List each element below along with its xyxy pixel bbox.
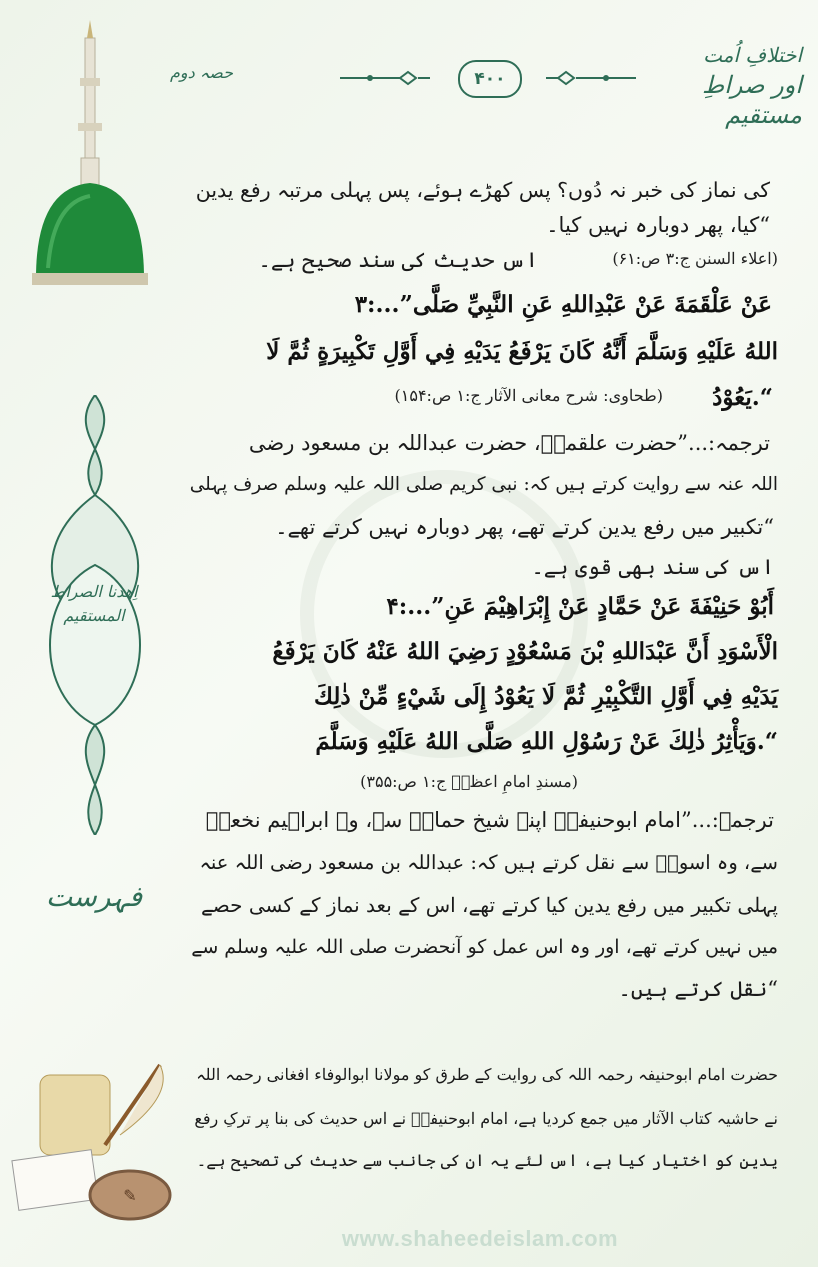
text-line: ترجمہ:...”حضرت علقمہؒ، حضرت عبداللہ بن مسعود رضی [248,431,770,455]
arabic-text-line: اللهُ عَلَيْهِ وَسَلَّمَ أَنَّهُ كَانَ يَرْفَعُ يَدَيْهِ فِي أَوَّلِ تَكْبِيرَةٍ ثُمَّ لَا [266,338,778,365]
reference-text: (مسندِ امامِ اعظمؒ ج:۱ ص:۳۵۵) [360,772,578,791]
text-line: اس حدیث کی سند صحیح ہے۔ [258,248,538,272]
book-title-line1: اختلافِ اُمت [703,43,802,67]
arabic-text-line: وَيَأْثِرُ ذٰلِكَ عَنْ رَسُوْلِ اللهِ صَلَّى اللهُ عَلَيْهِ وَسَلَّمَ.“ [315,728,778,755]
svg-text:✎: ✎ [123,1186,137,1205]
page-number-badge [418,58,558,98]
reference-text: (طحاوی: شرح معانی الآثار ج:۱ ص:۱۵۴) [394,386,663,405]
part-label: حصہ دوم [170,63,233,82]
arabic-text-line: يَعُوْدُ.“ [712,384,773,411]
book-title [672,40,802,130]
arabic-text-line: يَدَيْهِ فِي أَوَّلِ التَّكْبِيْرِ ثُمَّ لَا يَعُوْدُ إِلَى شَيْءٍ مِّنْ ذٰلِكَ [314,683,778,710]
footer-url[interactable]: www.shaheedeislam.com [341,1226,619,1251]
text-line: یدین کو اختیار کیا ہے، اس لئے یہ ان کی جانب سے حدیث کی تصحیح ہے۔ [196,1151,778,1170]
page-header [150,40,810,129]
text-line: کیا، پھر دوبارہ نہیں کیا۔“ [546,213,770,237]
green-dome-minaret-icon [28,18,152,288]
text-line: پہلی تکبیر میں رفع یدین کیا کرتے تھے، اس کے بعد نماز کے کسی حصے [201,893,778,917]
text-line: ترجمہ:...”امام ابوحنیفہؒ اپنے شیخ حمادؒ سے، وہ ابراہیم نخعیؒ [205,808,774,832]
arabic-text-line: الْأَسْوَدِ أَنَّ عَبْدَاللهِ بْنَ مَسْعُوْدٍ رَضِيَ اللهُ عَنْهُ كَانَ يَرْفَعُ [272,638,778,665]
text-line: حضرت امام ابوحنیفہ رحمہ اللہ کی روایت کے طرق کو مولانا ابوالوفاء افغانی رحمہ اللہ [196,1065,778,1084]
right-ornament-icon [546,68,636,88]
text-line: نقل کرتے ہیں۔“ [618,977,778,1001]
quill-scroll-decoration-icon [10,1055,180,1225]
text-line: نے حاشیہ کتاب الآثار میں جمع کردیا ہے، امام ابوحنیفہؒ نے اس حدیث کی بنا پر ترکِ رفع [194,1109,778,1128]
text-line: میں نہیں کرتے تھے، اور وہ اس عمل کو آنحضرت صلی اللہ علیہ وسلم سے [191,936,778,958]
index-link[interactable]: فہرست [45,880,143,913]
left-ornament-icon [340,68,430,88]
page-number: ۴۰۰ [458,60,522,98]
text-line: تکبیر میں رفع یدین کرتے تھے، پھر دوبارہ نہیں کرتے تھے۔“ [275,515,774,539]
text-line: اللہ عنہ سے روایت کرتے ہیں کہ: نبی کریم صلی اللہ علیہ وسلم صرف پہلی [189,474,778,495]
text-line: اس کی سند بھی قوی ہے۔ [531,555,774,579]
book-title-line2: اور صراطِ مستقیم [702,71,802,129]
text-line: سے، وہ اسودؒ سے نقل کرتے ہیں کہ: عبداللہ بن مسعود رضی اللہ عنہ [199,851,778,874]
arabic-text-line: ۳:...”عَنْ عَلْقَمَةَ عَنْ عَبْدِاللهِ عَنِ النَّبِيِّ صَلَّى [354,291,772,318]
text-line: کی نماز کی خبر نہ دُوں؟ پس کھڑے ہوئے، پس پہلی مرتبہ رفع یدین [195,178,770,202]
side-frame-text: اِھدنا الصراط المستقیم [50,582,138,625]
arabic-text-line: ۴:...”أَبُوْ حَنِيْفَةَ عَنْ حَمَّادٍ عَنْ إِبْرَاهِيْمَ عَنِ [386,593,774,620]
reference-text: (اعلاء السنن ج:۳ ص:۶۱) [612,249,778,268]
